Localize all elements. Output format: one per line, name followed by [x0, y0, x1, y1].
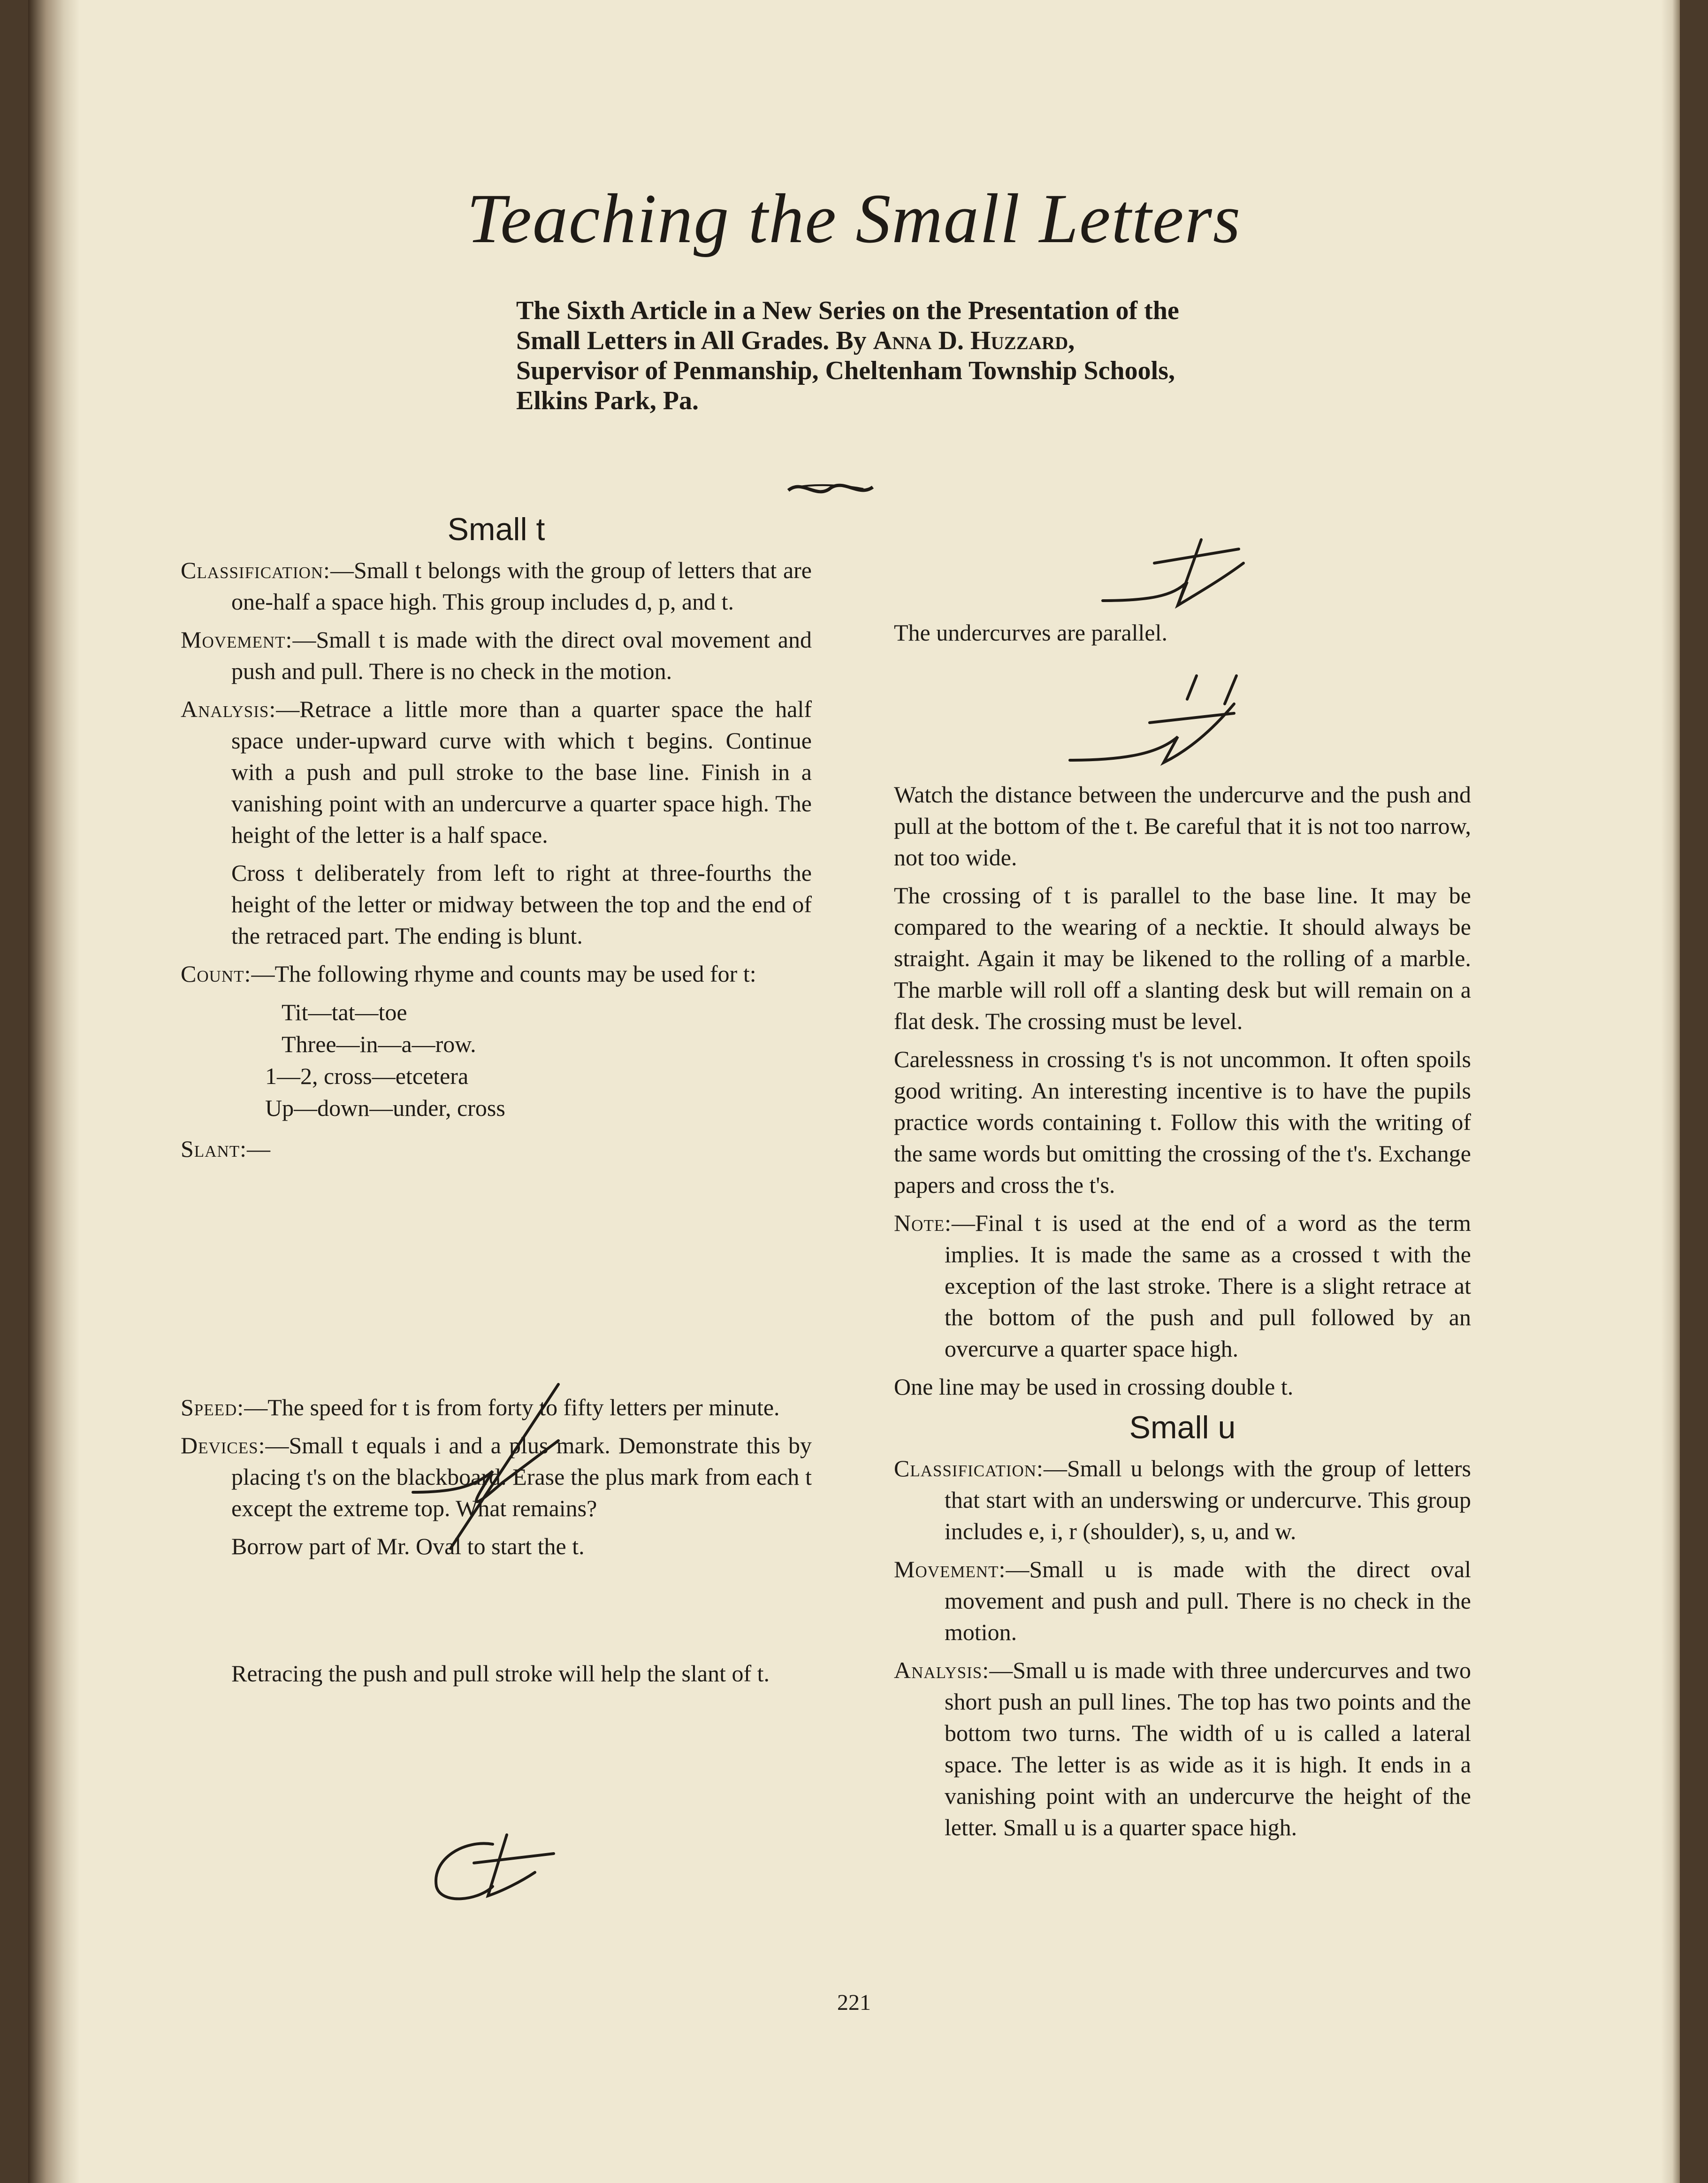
rhyme-line: 1—2, cross—etcetera — [265, 1063, 469, 1089]
slant-t-diagram-icon — [404, 1375, 572, 1558]
count-text: —The following rhyme and counts may be used for t: — [251, 961, 756, 987]
note-label: Note: — [894, 1210, 952, 1236]
oval-t-diagram-icon — [422, 1830, 563, 1910]
book-binding — [28, 0, 80, 2183]
rhyme-line: Up—down—under, cross — [265, 1095, 505, 1121]
u-movement-paragraph — [843, 1554, 1471, 1648]
ornament-icon — [784, 474, 877, 502]
author-name: Anna D. Huzzard — [873, 326, 1068, 355]
rhyme-line: Three—in—a—row. — [282, 1031, 476, 1057]
u-movement-text: —Small u is made with the direct oval movement and push and pull. There is no check in the motion. — [945, 1556, 1471, 1645]
section-heading-small-u: Small u — [1129, 1410, 1236, 1445]
count-paragraph — [181, 958, 812, 990]
devices-label: Devices: — [181, 1432, 266, 1458]
speed-text: —The speed for t is from forty to fifty letters per minute. — [244, 1394, 780, 1420]
speed-label: Speed: — [181, 1394, 244, 1420]
carelessness-paragraph: Carelessness in crossing t's is not uncommon. It often spoils good writing. An interesting incentive is to have the pupils practice words containing t. Follow this with the writing of the same words but omitting the crossing of the t's. Exchange papers and cross the t's. — [894, 1046, 1471, 1198]
right-column-body — [894, 779, 1471, 1850]
crossing-paragraph: The crossing of t is parallel to the base line. It may be compared to the wearing of a necktie. It should always be straight. Again it may be likened to the rolling of a marble. The marble will roll off a slanting desk but will remain on a flat desk. The crossing must be level. — [894, 882, 1471, 1034]
u-movement-label: Movement: — [894, 1556, 1006, 1582]
count-label: Count: — [181, 961, 252, 987]
classification-text: —Small t belongs with the group of letters that are one-half a space high. This group includes d, p, and t. — [231, 557, 812, 615]
t-undercurve-diagram-icon — [1093, 535, 1248, 615]
classification-label: Classification: — [181, 557, 330, 583]
u-analysis-paragraph — [843, 1655, 1471, 1843]
t-distance-diagram-icon — [1060, 671, 1248, 770]
page-edge — [1661, 0, 1680, 2183]
subtitle-intro: The Sixth Article in a New Series on the Presentation of the Small Letters in All Grades. By — [516, 296, 1179, 355]
section-heading-small-t: Small t — [447, 511, 545, 547]
slant-diagram-space — [181, 1171, 812, 1392]
movement-paragraph — [181, 624, 812, 687]
rhyme-line: Tit—tat—toe — [282, 999, 407, 1025]
caption-parallel: The undercurves are parallel. — [894, 619, 1168, 646]
note-text: —Final t is used at the end of a word as the term implies. It is made the same as a crossed t with the exception of the last stroke. There is a slight retrace at the bottom of the push and pull followed by an overcurve a quarter space high. — [945, 1210, 1471, 1362]
devices-text: —Small t equals i and a plus mark. Demonstrate this by placing t's on the blackboard. Erase the plus mark from each t except the extreme top. What remains? — [231, 1432, 812, 1521]
analysis-text: —Retrace a little more than a quarter space the half space under-upward curve with which t begins. Continue with a push and pull stroke to the base line. Finish in a vanishing point with an undercurve a quarter space high. The height of the letter is a half space. — [231, 696, 812, 848]
movement-text: —Small t is made with the direct oval movement and push and pull. There is no check in the motion. — [231, 626, 812, 684]
u-classification-text: —Small u belongs with the group of letters that start with an underswing or undercurve. This group includes e, i, r (shoulder), s, u, and w. — [945, 1455, 1471, 1544]
right-column — [894, 617, 1471, 655]
analysis-paragraph-2: Cross t deliberately from left to right at three-fourths the height of the letter or midway between the top and the end of the retraced part. The ending is blunt. — [231, 860, 812, 949]
article-subtitle — [516, 296, 1182, 416]
double-t-paragraph: One line may be used in crossing double t. — [894, 1374, 1294, 1400]
oval-diagram-space — [181, 1569, 812, 1658]
u-analysis-label: Analysis: — [894, 1657, 990, 1683]
subtitle-rest: , Supervisor of Penmanship, Cheltenham Township Schools, Elkins Park, Pa. — [516, 326, 1175, 415]
count-rhyme — [181, 996, 812, 1124]
u-classification-label: Classification: — [894, 1455, 1044, 1481]
page-number: 221 — [837, 1990, 871, 2015]
u-analysis-text: —Small u is made with three undercurves and two short push an pull lines. The top has two points and the bottom two turns. The width of u is called a lateral space. The letter is as wide as it is high. It ends in a vanishing point with an undercurve the height of the letter. Small u is a quarter space high. — [945, 1657, 1471, 1840]
devices-paragraph-2: Borrow part of Mr. Oval to start the t. — [231, 1533, 585, 1559]
movement-label: Movement: — [181, 626, 293, 653]
caption-distance: Watch the distance between the undercurve and the push and pull at the bottom of the t. Be careful that it is not too narrow, not too wide. — [894, 781, 1471, 870]
slant-text: — — [247, 1136, 271, 1162]
slant-paragraph — [181, 1133, 812, 1165]
note-paragraph — [843, 1207, 1471, 1365]
classification-paragraph — [181, 555, 812, 618]
analysis-paragraph — [181, 694, 812, 851]
analysis-label: Analysis: — [181, 696, 276, 722]
article-title: Teaching the Small Letters — [466, 180, 1242, 258]
devices-paragraph-3: Retracing the push and pull stroke will help the slant of t. — [231, 1660, 770, 1687]
slant-label: Slant: — [181, 1136, 247, 1162]
u-classification-paragraph — [843, 1453, 1471, 1547]
